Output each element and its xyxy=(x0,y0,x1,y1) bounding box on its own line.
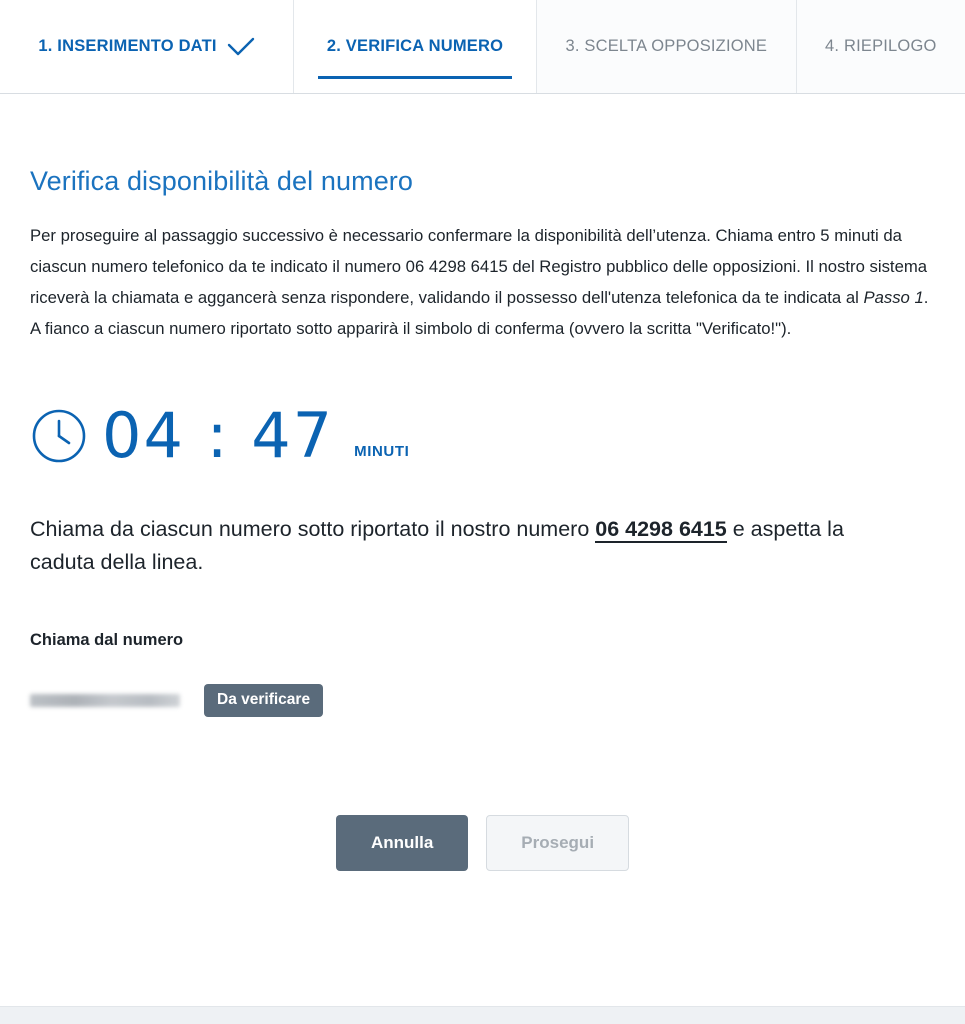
countdown-timer xyxy=(30,398,935,472)
form-actions xyxy=(30,815,935,871)
intro-emphasis: Passo 1 xyxy=(863,287,924,307)
main-content xyxy=(0,166,965,871)
stepper-nav xyxy=(0,0,965,94)
call-instruction-number: 06 4298 6415 xyxy=(595,516,727,541)
step-label: 1. INSERIMENTO DATI xyxy=(38,37,217,55)
step-label: 2. VERIFICA NUMERO xyxy=(326,37,504,55)
call-instruction xyxy=(30,513,910,580)
step-label: 3. SCELTA OPPOSIZIONE xyxy=(565,37,768,55)
step-verifica-numero[interactable] xyxy=(294,0,537,93)
cancel-button[interactable]: Annulla xyxy=(336,815,468,871)
clock-icon xyxy=(30,407,88,465)
step-label: 4. RIEPILOGO xyxy=(825,37,937,55)
step-riepilogo[interactable] xyxy=(797,0,965,93)
check-icon xyxy=(227,37,255,57)
call-instruction-part2: e aspetta la caduta della linea. xyxy=(30,516,844,574)
intro-text-part2: . A fianco a ciascun numero riportato sotto apparirà il simbolo di conferma (ovvero la scritta "Verificato!"). xyxy=(30,287,929,338)
continue-button[interactable]: Prosegui xyxy=(486,815,629,871)
status-badge: Da verificare xyxy=(204,684,323,717)
timer-value: 04 : 47 xyxy=(102,398,335,472)
intro-text-part1: Per proseguire al passaggio successivo è necessario confermare la disponibilità dell’utenza. Chiama entro 5 minuti da ciascun numero telefonico da te indicato il numero 06 4298 6415 del Registro pubblico delle opposizioni. Il nostro sistema riceverà la chiamata e aggancerà senza rispondere, validando il possesso dell'utenza telefonica da te indicata al xyxy=(30,226,928,307)
phone-number-redacted xyxy=(30,694,180,707)
intro-paragraph xyxy=(30,221,935,345)
page-bottom-strip xyxy=(0,1006,965,1024)
page-title: Verifica disponibilità del numero xyxy=(30,166,414,196)
step-inserimento-dati[interactable] xyxy=(0,0,294,93)
table-row xyxy=(30,684,935,717)
call-instruction-part1: Chiama da ciascun numero sotto riportato il nostro numero xyxy=(30,516,596,541)
numbers-list-label: Chiama dal numero xyxy=(30,631,184,650)
timer-unit-label: MINUTI xyxy=(354,442,410,460)
step-scelta-opposizione[interactable] xyxy=(537,0,797,93)
